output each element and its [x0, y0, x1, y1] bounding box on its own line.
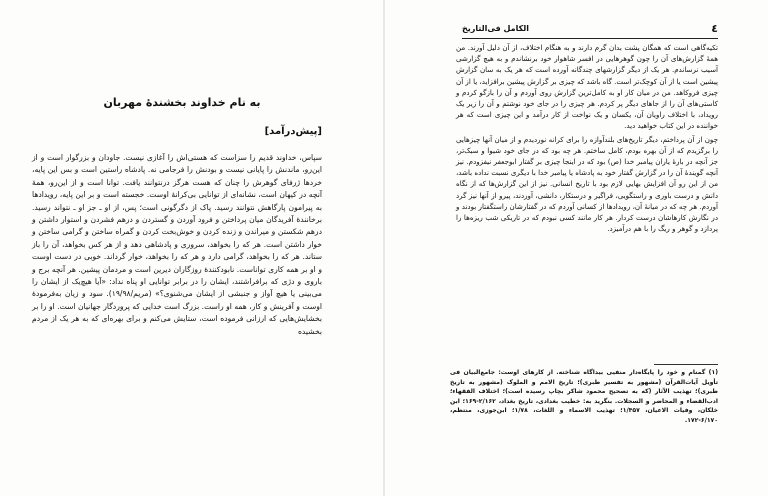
page-number: ٤: [711, 22, 718, 35]
footnotes: (۱) گمنام و خود را پایگاه‌دار منفیی بیداگاه شناخته. از کارهای اوست: جامع‌البیان فی تأویل آیات‌القرآن (مشهور به تفسیر طبری)؛ تاریخ الامم و الملوک (مشهور به تاریخ طبری)؛ تهذیب الآثار (که به تصحیح محمود شاکر بچاپ رسیده است)؛ اختلاف الفقهاء؛ ادب‌القضاء و المحاضر و السجلات. بنگرید به: خطیب بغدادی، تاریخ بغداد، ۲/۱۶۲-۱۶۹؛ ابن خلکان، وفیات الاعیان، ۱/۴۵۷؛ تهذیب الاسماء و اللغات، ۱/۷۸؛ ابن‌جوزی، منتظم، ۶/۱۷۰-۱۷۲.: [450, 369, 719, 424]
section-heading: [پیش‌درآمد]: [264, 126, 322, 137]
bismillah-heading: به نام خداوند بخشندهٔ مهربان: [103, 96, 261, 109]
left-page-paragraph: سپاس، خداوند قدیم را سزاست که هستی‌اش را آغازی نیست. جاودان و بزرگوار است و از این‌رو، ماندنش را پایانی نیست و بودنش را فرجامی نه. پادشاه راستین است و بس این پایه، خردها ژرفای گوهرش را چنان که هست هرگز درنتوانند یافت. توانا است و از این‌رو، همهٔ آنچه در کیهان است، نشانه‌ای از توانایی بی‌کرانهٔ اوست. خجسته است و بر این پایه، رویدادها به پیرامون پارگاهش نتوانند رسید. پاک از دگرگونی است؛ پس، از او ـ جز او ـ نتواند رسید. برخانندهٔ آفریدگان میان پرداختن و فرود آوردن و گستردن و درهم فشردن و استوار داشتن و درهم شکستن و میراندن و زنده کردن و خوش‌بخت کردن و گمراه ساختن و گرامی ساختن و خوار داشتن است. هر که را بخواهد، سروری و پادشاهی دهد و از هر کس بخواهد، آن را باز ستاند. هر که را بخواهد، گرامی دارد و هر که را بخواهد، خوار گرداند. خوبی در دست اوست و او بر همه کاری تواناست. نابودکنندهٔ روزگاران دیرین است و مردمان پیشین. هر آنچه برج و باروی و دژی که برافراشتند، ایشان را در برابر توانایی او پناه نداد: «آیا هیچ‌یک از ایشان را می‌بینی یا هیچ آواز و جنبشی از ایشان می‌شنوی؟» (مریم/۱۹/۹۸). سود و زیان به‌فرمودهٔ اوست و آفرینش و کار، همه او راست. بزرگ است خدایی که پروردگار جهانیان است. او را بر بخشایش‌هایی که ارزانی فرموده است، ستایش می‌کنم و برای بهره‌ای که به هر یک از مردم بخشیده: [32, 153, 322, 336]
left-page-body: [32, 152, 322, 338]
right-page-paragraph-2: چون از آن پرداختم، دیگر تاریخ‌های بلندآوازه را برای کرانه نوردیدم و از میان آنها چیزهایی را برگزیدم که از آن بهره بودم، کامل ساختم. هر چه بود که در جای خود شیوا و سبک‌تر، جز آنچه در بارهٔ یاران پیامبر خدا (ص) بود که در اینجا چیزی بر گفتار ابوجعفر نیفزودم. نیز آنچه گویندهٔ آن را در گزارش گفتار خود به پادشاه یا پیامبر خدا با دیگری نسبت نداده باشد، من از این رو آن افزایش بهایی لازم بود با تاریخ انسانی. نیز از این گزارش‌ها که از نگاه دانش و درست باوری و راستگویی، فراگیر و درستکار، دانشی، آوردند، پیرو از آنها نیز گرد آوردم. هر چه که در میانهٔ آن، رویدادها از کسانی آوردم که در گفتارشان راستگفتار بودند و در نگارش کارهاشان درست کردار. هر کار مانند کسی نبودم که در تاریکی شب ریزه‌ها را پردازد و گوهر و ریگ را با هم درآمیزد.: [456, 134, 718, 234]
right-page-paragraph-1: تکیه‌گاهی است که همگان پشت بدان گرم دارند و به هنگام اختلاف، از آن دلیل آورند. من همهٔ گزارش‌های آن را چون گوهرهایی در افسر شاهوار خود برنشاندم و به هیچ گزارشی آسیب نرساندم. هر یک از دیگر گزارشهای چندگانه آورده است که هر یک به سان گزارش پیشین است یا از آن کوچک‌تر است. گاه باشد که چیزی بر گزارش پیشین برافزاید، یا از آن چیزی فروکاهد. من در میان کار او به کامل‌ترین گزارش روی آوردم و آن را بازگو کردم و کاستی‌های آن را از جاهای دیگر پر کردم. هر چیزی را در جای خود نوشتم و آن را زیر یک رویداد، با اختلاف راویان آن، یکسان و یک نواخت از کار درآمد و این چیزی است که هر خواننده در این کتاب خواهید دید.: [456, 43, 718, 131]
footnote-rule: [654, 364, 718, 365]
right-page-body: [456, 42, 718, 236]
running-header: [462, 24, 718, 39]
book-title: الکامل فی‌التاریخ: [462, 24, 530, 33]
right-page: [384, 0, 768, 496]
